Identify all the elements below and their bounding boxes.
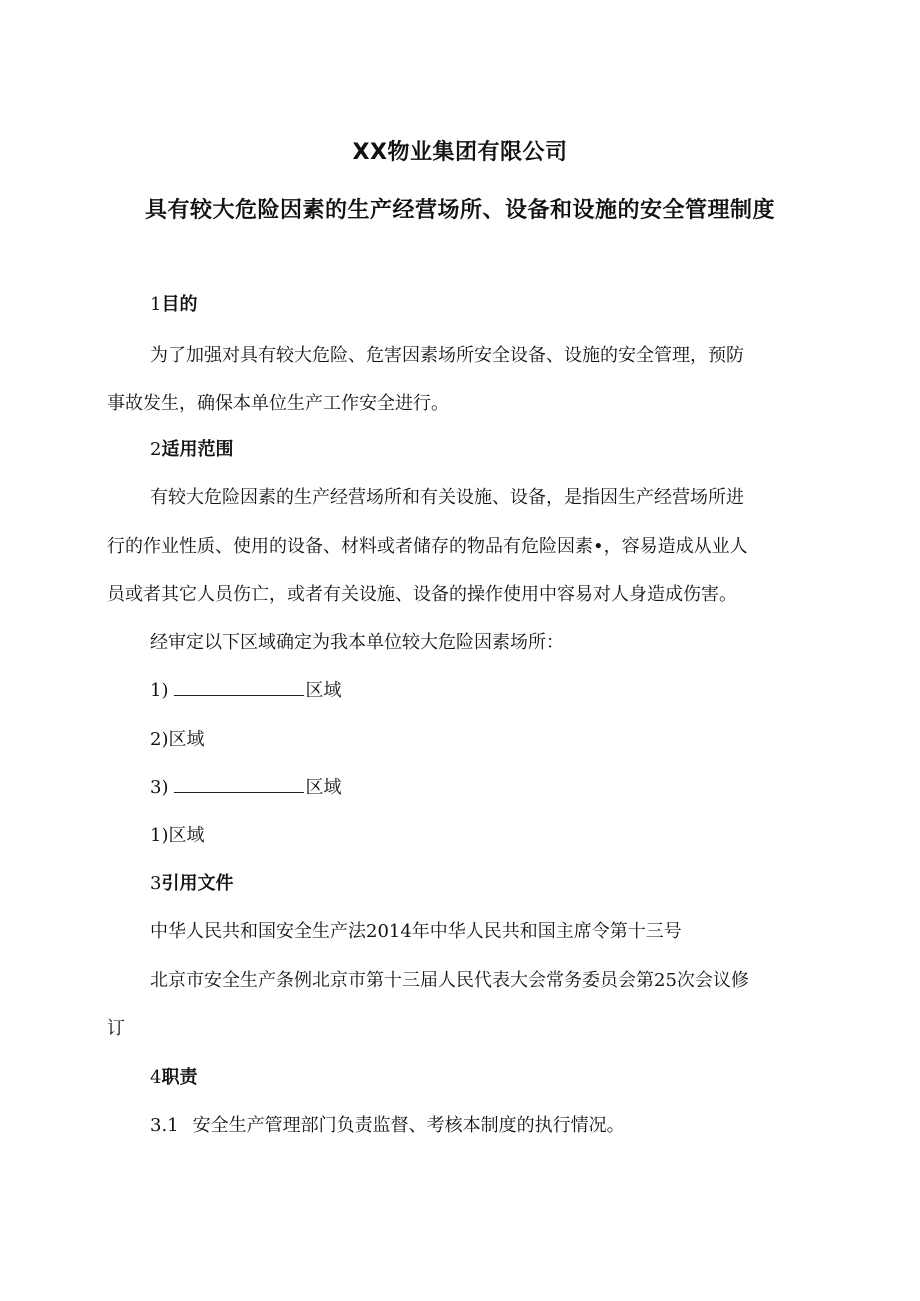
area-item: [150, 677, 341, 705]
section-title: 目的: [161, 294, 198, 315]
reference-line: 订: [107, 1018, 125, 1039]
paragraph-line: 行的作业性质、使用的设备、材料或者储存的物品有危险因素•，容易造成从业人: [107, 536, 748, 557]
paragraph-line: 有较大危险因素的生产经营场所和有关设施、设备，是指因生产经营场所进: [150, 487, 744, 508]
section-heading-duties: [150, 1064, 197, 1092]
paragraph-line: 员或者其它人员伤亡，或者有关设施、设备的操作使用中容易对人身造成伤害。: [107, 584, 737, 605]
area-item: [150, 822, 204, 850]
area-number: 1): [150, 680, 169, 701]
paragraph-line: 经审定以下区域确定为我本单位较大危险因素场所：: [150, 632, 564, 653]
duty-number: 3.1: [150, 1115, 179, 1136]
section-number: 1: [150, 294, 162, 315]
section-title: 适用范围: [161, 439, 234, 460]
area-blank-field[interactable]: [174, 774, 304, 793]
section-heading-references: [150, 870, 233, 898]
area-label: 区域: [168, 825, 205, 846]
area-number: 1): [150, 825, 169, 846]
section-number: 4: [150, 1067, 162, 1088]
duty-text: 安全生产管理部门负责监督、考核本制度的执行情况。: [192, 1115, 625, 1136]
area-blank-field[interactable]: [174, 677, 304, 696]
document-title: 具有较大危险因素的生产经营场所、设备和设施的安全管理制度: [144, 198, 775, 223]
area-number: 2): [150, 729, 169, 750]
paragraph-line: 事故发生，确保本单位生产工作安全进行。: [107, 393, 449, 414]
section-number: 2: [150, 439, 162, 460]
area-number: 3): [150, 777, 169, 798]
area-label: 区域: [168, 729, 205, 750]
section-heading-scope: [150, 436, 233, 464]
section-title: 职责: [161, 1067, 198, 1088]
section-number: 3: [150, 873, 162, 894]
reference-line: 中华人民共和国安全生产法2014年中华人民共和国主席令第十三号: [150, 921, 682, 942]
section-title: 引用文件: [161, 873, 234, 894]
company-name: XX物业集团有限公司: [352, 140, 568, 165]
area-label: 区域: [305, 777, 342, 798]
reference-line: 北京市安全生产条例北京市第十三届人民代表大会常务委员会第25次会议修: [150, 970, 749, 991]
section-heading-purpose: [150, 291, 197, 319]
area-label: 区域: [305, 680, 342, 701]
area-item: [150, 774, 341, 802]
duty-item: [150, 1112, 625, 1140]
area-item: [150, 726, 204, 754]
paragraph-line: 为了加强对具有较大危险、危害因素场所安全设备、设施的安全管理，预防: [150, 345, 744, 366]
